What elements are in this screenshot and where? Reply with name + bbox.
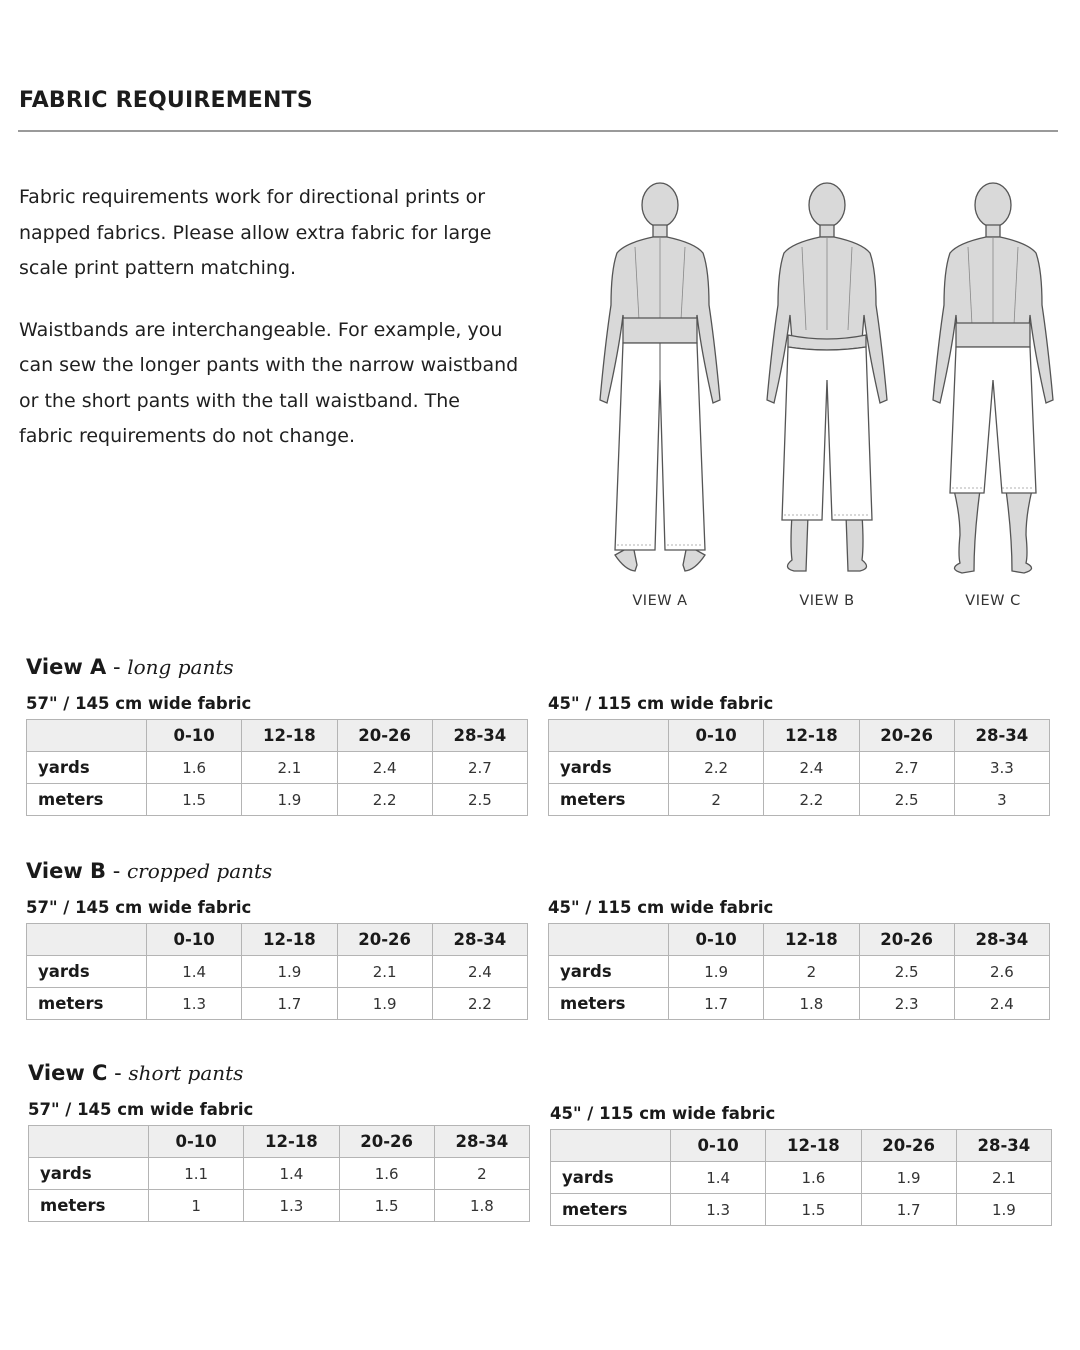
view-subtitle: long pants [127, 655, 234, 679]
unit-cell: meters [29, 1190, 149, 1222]
value-cell: 1.4 [671, 1162, 766, 1194]
view-a-heading [26, 655, 234, 679]
table-row [551, 1194, 1052, 1226]
unit-cell: yards [29, 1158, 149, 1190]
header-cell [27, 924, 147, 956]
value-cell: 1.9 [242, 956, 337, 988]
value-cell: 2.1 [337, 956, 432, 988]
fabric-width-label: 57" / 145 cm wide fabric [26, 694, 252, 713]
view-c-heading [28, 1061, 243, 1085]
table-header-row [549, 720, 1050, 752]
header-cell: 28-34 [954, 924, 1049, 956]
view-illustrations [575, 175, 1075, 625]
value-cell: 1.9 [861, 1162, 956, 1194]
header-cell: 20-26 [859, 720, 954, 752]
value-cell: 1.6 [339, 1158, 434, 1190]
header-cell: 28-34 [434, 1126, 529, 1158]
header-cell: 28-34 [956, 1130, 1051, 1162]
value-cell: 2.4 [764, 752, 859, 784]
value-cell: 1.1 [149, 1158, 244, 1190]
header-cell: 0-10 [147, 924, 242, 956]
table-header-row [27, 924, 528, 956]
unit-cell: yards [549, 956, 669, 988]
header-cell [29, 1126, 149, 1158]
fabric-width-label: 45" / 115 cm wide fabric [548, 694, 774, 713]
view-a-label: VIEW A [632, 593, 688, 609]
unit-cell: meters [549, 784, 669, 816]
value-cell: 2.4 [337, 752, 432, 784]
value-cell: 1 [149, 1190, 244, 1222]
table-row [27, 752, 528, 784]
header-cell [549, 924, 669, 956]
table-header-row [549, 924, 1050, 956]
heading-separator: - [106, 859, 127, 883]
value-cell: 1.9 [669, 956, 764, 988]
title-divider [18, 130, 1058, 132]
header-cell: 12-18 [764, 924, 859, 956]
table-row [27, 988, 528, 1020]
unit-cell: yards [551, 1162, 671, 1194]
value-cell: 2 [669, 784, 764, 816]
value-cell: 1.9 [956, 1194, 1051, 1226]
heading-separator: - [107, 1061, 129, 1085]
value-cell: 1.7 [242, 988, 337, 1020]
value-cell: 1.4 [147, 956, 242, 988]
table-row [549, 752, 1050, 784]
unit-cell: yards [549, 752, 669, 784]
unit-cell: meters [27, 988, 147, 1020]
header-cell: 28-34 [432, 924, 527, 956]
unit-cell: meters [549, 988, 669, 1020]
view-c-illustration [908, 175, 1078, 615]
header-cell: 12-18 [766, 1130, 861, 1162]
view-b-figure-drawing [742, 175, 912, 585]
value-cell: 1.6 [766, 1162, 861, 1194]
value-cell: 2.2 [764, 784, 859, 816]
view-subtitle: cropped pants [126, 859, 273, 883]
intro-paragraph: Fabric requirements work for directional prints or napped fabrics. Please allow extra fabric for large scale print pattern matching. [19, 186, 492, 279]
header-cell: 12-18 [244, 1126, 339, 1158]
table-row [29, 1190, 530, 1222]
table-row [549, 956, 1050, 988]
value-cell: 1.9 [242, 784, 337, 816]
header-cell: 0-10 [669, 924, 764, 956]
fabric-table [548, 719, 1050, 816]
table-row [549, 988, 1050, 1020]
header-cell: 20-26 [337, 720, 432, 752]
view-c-figure-drawing [908, 175, 1078, 585]
header-cell: 12-18 [242, 924, 337, 956]
unit-cell: meters [27, 784, 147, 816]
value-cell: 1.5 [339, 1190, 434, 1222]
value-cell: 1.5 [147, 784, 242, 816]
value-cell: 1.3 [671, 1194, 766, 1226]
unit-cell: yards [27, 752, 147, 784]
header-cell [27, 720, 147, 752]
header-cell: 28-34 [954, 720, 1049, 752]
view-b-heading [26, 859, 272, 883]
header-cell: 20-26 [339, 1126, 434, 1158]
value-cell: 3 [954, 784, 1049, 816]
table-header-row [27, 720, 528, 752]
value-cell: 1.7 [861, 1194, 956, 1226]
value-cell: 2.4 [954, 988, 1049, 1020]
fabric-table [550, 1129, 1052, 1226]
value-cell: 2.2 [669, 752, 764, 784]
header-cell [551, 1130, 671, 1162]
value-cell: 2.7 [432, 752, 527, 784]
intro-paragraph: Waistbands are interchangeable. For example, you can sew the longer pants with the narrow waistband or the short pants with the tall waistband. The fabric requirements do not change. [19, 318, 519, 447]
header-cell: 12-18 [242, 720, 337, 752]
table-row [29, 1158, 530, 1190]
view-c-label: VIEW C [965, 593, 1021, 609]
header-cell: 20-26 [859, 924, 954, 956]
value-cell: 2.5 [859, 784, 954, 816]
value-cell: 2.1 [956, 1162, 1051, 1194]
fabric-width-label: 57" / 145 cm wide fabric [28, 1100, 254, 1119]
header-cell [549, 720, 669, 752]
table-row [27, 956, 528, 988]
value-cell: 1.3 [147, 988, 242, 1020]
fabric-table [26, 719, 528, 816]
unit-cell: yards [27, 956, 147, 988]
value-cell: 2.6 [954, 956, 1049, 988]
value-cell: 2.5 [859, 956, 954, 988]
value-cell: 2.4 [432, 956, 527, 988]
table-header-row [29, 1126, 530, 1158]
header-cell: 28-34 [432, 720, 527, 752]
value-cell: 2.2 [432, 988, 527, 1020]
header-cell: 12-18 [764, 720, 859, 752]
fabric-width-label: 57" / 145 cm wide fabric [26, 898, 252, 917]
table-row [551, 1162, 1052, 1194]
value-cell: 2.2 [337, 784, 432, 816]
fabric-width-label: 45" / 115 cm wide fabric [548, 898, 774, 917]
header-cell: 20-26 [861, 1130, 956, 1162]
header-cell: 0-10 [671, 1130, 766, 1162]
header-cell: 0-10 [149, 1126, 244, 1158]
page-title: FABRIC REQUIREMENTS [19, 88, 313, 113]
value-cell: 1.3 [244, 1190, 339, 1222]
unit-cell: meters [551, 1194, 671, 1226]
view-name: View A [26, 655, 107, 679]
view-subtitle: short pants [128, 1061, 244, 1085]
header-cell: 0-10 [147, 720, 242, 752]
value-cell: 1.9 [337, 988, 432, 1020]
header-cell: 20-26 [337, 924, 432, 956]
value-cell: 1.6 [147, 752, 242, 784]
table-row [549, 784, 1050, 816]
fabric-table [26, 923, 528, 1020]
value-cell: 1.4 [244, 1158, 339, 1190]
table-row [27, 784, 528, 816]
view-a-figure-drawing [575, 175, 745, 585]
fabric-width-label: 45" / 115 cm wide fabric [550, 1104, 776, 1123]
fabric-table [548, 923, 1050, 1020]
intro-text [19, 180, 519, 481]
value-cell: 2 [764, 956, 859, 988]
view-name: View B [26, 859, 107, 883]
fabric-table [28, 1125, 530, 1222]
value-cell: 2.5 [432, 784, 527, 816]
value-cell: 1.8 [764, 988, 859, 1020]
table-header-row [551, 1130, 1052, 1162]
view-b-illustration [742, 175, 912, 615]
heading-separator: - [106, 655, 128, 679]
value-cell: 2.7 [859, 752, 954, 784]
value-cell: 2 [434, 1158, 529, 1190]
view-a-illustration [575, 175, 745, 615]
value-cell: 2.1 [242, 752, 337, 784]
value-cell: 1.5 [766, 1194, 861, 1226]
value-cell: 3.3 [954, 752, 1049, 784]
value-cell: 1.8 [434, 1190, 529, 1222]
header-cell: 0-10 [669, 720, 764, 752]
value-cell: 1.7 [669, 988, 764, 1020]
value-cell: 2.3 [859, 988, 954, 1020]
view-b-label: VIEW B [799, 593, 855, 609]
view-name: View C [28, 1061, 108, 1085]
